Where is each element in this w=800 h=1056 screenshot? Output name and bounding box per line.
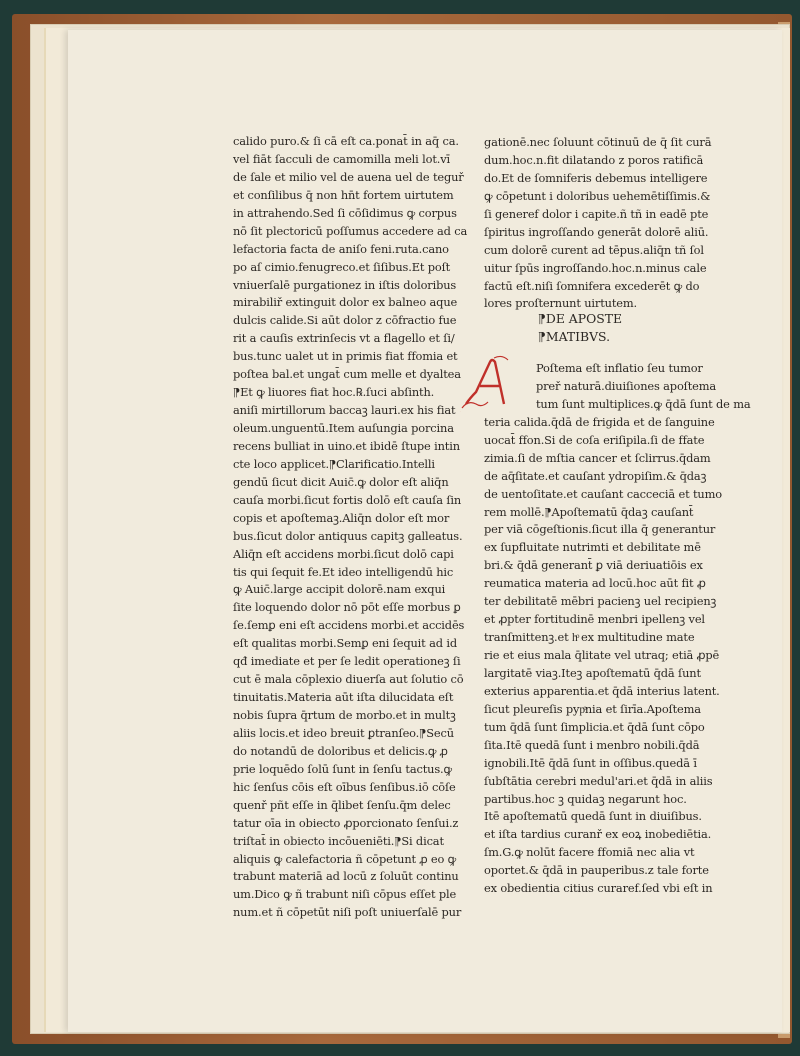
text-line: teria calida.q̄dā de frigida et de ſanguine: [484, 414, 715, 429]
text-line: uocat̄ ffon.Si de coſa eriſipila.ſi de ffate: [484, 432, 705, 447]
text-line: oleum.unguentū.Item auſungia porcina: [233, 421, 454, 435]
text-line: reumatica materia ad locū.hoc aūt fit ꝓ: [484, 576, 706, 591]
text-line: cte loco applicet.⁋Clarificatio.Intelli: [233, 456, 435, 471]
text-line: tatur oīa in obiecto ꝓporcionato ſenſui.z: [233, 815, 459, 830]
text-line: poſtea bal.et ungat̄ cum melle et dyaltea: [233, 367, 461, 382]
text-line: prie loquēdo ſolū ſunt in ſenſu tactus.ꝙ: [233, 761, 452, 776]
text-line: triſtat̄ in obiecto incōueniēti.⁋Si dicat: [233, 833, 444, 848]
text-line: rem mollē.⁋Apoſtematū q̄daꝫ cauſant̄: [484, 504, 694, 519]
text-line: oportet.& q̄dā in pauperibus.z tale forte: [484, 863, 709, 878]
text-line: ex obedientia citius curaref.ſed vbi eſt in: [484, 881, 713, 896]
text-line: preř naturā.diuiſiones apoſtema: [536, 378, 717, 393]
text-line: lefactoria facta de aniſo feni.ruta.cano: [233, 241, 449, 256]
text-line: do notandū de doloribus et delicis.ꝙ ꝓ: [233, 743, 448, 758]
text-line: et conſilibus q̄ non hn̄t fortem uirtutem: [233, 187, 454, 202]
text-line: ſicut pleureſis pypͦnia et ſirīa.Apoſtema: [484, 701, 701, 716]
text-line: ſpiritus ingroſſando generāt dolorē aliū.: [484, 224, 709, 239]
text-line: uitur ſpūs ingroſſando.hoc.n.minus cale: [484, 260, 707, 275]
text-line: de uentoſitate.et cauſant cacceciā et tumo: [484, 486, 722, 501]
text-line: in attrahendo.Sed ſi cōſidimus ꝙ corpus: [233, 205, 457, 220]
text-line: factū eſt.niſi ſomnifera excederēt ꝙ do: [484, 278, 700, 293]
text-line: ex ſupfluitate nutrimti et debilitate mē: [484, 540, 701, 555]
text-line: trabunt materiā ad locū z ſoluūt continu: [233, 869, 459, 884]
heading-line-1: ⁋DE APOSTE: [538, 311, 623, 326]
text-line: bus.tunc ualet ut in primis fiat ffomia et: [233, 349, 458, 364]
text-line: de aq̄ſitate.et cauſant ydropiſim.& q̄daꝫ: [484, 468, 707, 483]
text-line: per viā cōgeſtionis.ſicut illa q̄ generantur: [484, 522, 716, 537]
text-line: eſt qualitas morbi.Semꝑ eni ſequit ad id: [233, 636, 457, 651]
text-line: nobis ſupra q̄rtum de morbo.et in multꝫ: [233, 708, 456, 722]
text-line: um.Dico ꝙ ñ trabunt niſi cōpus eſſet ple: [233, 887, 457, 902]
text-line: de ſale et milio vel de auena uel de teguř: [233, 169, 464, 184]
initial-letter-text: A: [460, 412, 461, 413]
text-line: ꝙ cōpetunt i doloribus uehemētiſſimis.&: [484, 188, 711, 203]
text-line: cum dolorē curent ad tēpus.aliq̄n tñ ſol: [484, 242, 704, 257]
text-line: dulcis calide.Si aūt dolor z cōfractio fue: [233, 313, 457, 328]
text-line: ter debilitatē mēbri pacienꝫ uel recipienꝫ: [484, 594, 717, 609]
left-text-column: [233, 133, 468, 922]
text-line: copis et apoſtemaꝫ.Aliq̄n dolor eſt mor: [233, 510, 450, 525]
text-line: gationē.nec ſoluunt cōtinuū de q̄ ſit curā: [484, 135, 712, 149]
text-line: et ꝓpter fortitudinē menbri ipellenꝫ vel: [484, 612, 705, 627]
text-line: partibus.hoc ꝫ quidaꝫ negarunt hoc.: [484, 791, 687, 806]
text-line: do.Et de ſomniferis debemus intelligere: [484, 170, 708, 185]
text-line: largitatē viaꝫ.Iteꝫ apoſtematū q̄dā ſunt: [484, 665, 701, 680]
text-line: ſita.Itē quedā ſunt i menbro nobili.q̄dā: [484, 737, 700, 752]
heading-line-2: ⁋MATIBVS.: [538, 329, 611, 344]
text-line: ignobili.Itē q̄dā ſunt in oſſibus.quedā ī: [484, 755, 697, 770]
text-line: mirabiliř extinguit dolor ex balneo aque: [233, 295, 458, 310]
text-line: dum.hoc.n.fit dilatando z poros ratificā: [484, 152, 704, 167]
text-line: lores proſternunt uirtutem.: [484, 296, 637, 311]
text-line: ꝙ Auic̄.large accipit dolorē.nam exqui: [233, 582, 446, 597]
text-line: vel fiāt ſacculi de camomilla meli lot.vī: [233, 151, 450, 166]
text-line: ſe.ſemꝑ eni eſt accidens morbi.et accidēs: [233, 618, 465, 633]
text-line: tis qui ſequit fe.Et ideo intelligendū hic: [233, 564, 454, 579]
text-line: po aſ cimio.fenugreco.et ſiſibus.Et poſt: [233, 259, 451, 274]
text-line: bus.ſicut dolor antiquus capitꝫ galleatus.: [233, 528, 463, 543]
text-line: tranſmittenꝫ.et hͦ ex multitudine mate: [484, 630, 695, 645]
text-line: zimia.ſi de mſtia cancer et ſclirrus.q̄dam: [484, 450, 711, 465]
text-line: cut ē mala cōplexio diuerſa aut ſolutio cō: [233, 672, 464, 687]
text-line: ſi generef dolor i capite.ñ tñ in eadē pte: [484, 206, 709, 221]
text-line: recens bulliat in uino.et ibidē ſtupe intin: [233, 438, 460, 453]
text-line: rit a cauſis extrinſecis vt a flagello et ſi/: [233, 331, 455, 346]
text-line: ſm.G.ꝙ nolūt facere ffomiā nec alia vt: [484, 845, 695, 860]
text-line: nō ſit plectoricū poſſumus accedere ad ca: [233, 223, 468, 238]
text-line: qđ imediate et per ſe ledit operationeꝫ ſi: [233, 654, 461, 669]
text-line: calido puro.& ſi cā eſt ca.ponat̄ in aq̄ ca.: [233, 134, 459, 148]
text-line: Itē apoſtematū quedā ſunt in diuiſibus.: [484, 809, 702, 824]
text-line: Aliq̄n eſt accidens morbi.ſicut dolō capi: [233, 546, 454, 561]
text-line: tinuitatis.Materia aūt iſta dilucidata eſt: [233, 690, 454, 705]
text-line: ſubſtātia cerebri medul'ari.et q̄dā in aliis: [484, 773, 713, 788]
text-line: exterius apparentia.et q̄dā interius latent.: [484, 683, 720, 698]
text-line: bri.& q̄dā generant̄ ꝑ viā deriuatiōis ex: [484, 558, 703, 573]
text-line: gendū ſicut dicit Auic̄.ꝙ dolor eſt aliq̄n: [233, 474, 449, 489]
text-line: aniſi mirtillorum baccaꝫ lauri.ex his fiat: [233, 403, 456, 418]
text-line: quenř pñt eſſe in q̄libet ſenſu.q̄m delec: [233, 797, 451, 812]
right-text-column-top: [484, 134, 716, 313]
text-line: aliis locis.et ideo breuit ꝑtranſeo.⁋Secū: [233, 725, 454, 740]
text-line: tum q̄dā ſunt ſimplicia.et q̄dā ſunt cōpo: [484, 719, 705, 734]
text-line: cauſa morbi.ſicut fortis dolō eſt cauſa ſin: [233, 492, 462, 507]
text-line: vniuerſalē purgationez in iſtis doloribus: [233, 277, 457, 292]
section-heading: [538, 310, 622, 346]
text-line: Poſtema eſt inflatio ſeu tumor: [536, 361, 703, 375]
text-line: et iſta tardius curanř ex eoꝝ inobediētia.: [484, 827, 712, 842]
right-text-column-body: [484, 360, 751, 898]
text-line: ⁋Et ꝙ liuores fiat hoc.℞.ſuci abſinth.: [233, 385, 435, 400]
text-line: ſite loquendo dolor nō pōt eſſe morbus ꝑ: [233, 600, 461, 615]
text-line: hic ſenſus cōis eſt oībus ſenſibus.iō cōſe: [233, 779, 456, 794]
text-line: rie et eius mala q̄litate vel utraq; etiā ꝓpē: [484, 648, 720, 662]
text-line: aliquis ꝙ calefactoria ñ cōpetunt ꝓ eo ꝙ: [233, 851, 457, 866]
text-line: num.et ñ cōpetūt niſi poſt uniuerſalē pur: [233, 905, 462, 920]
text-line: tum ſunt multiplices.ꝙ q̄dā ſunt de ma: [536, 396, 751, 411]
